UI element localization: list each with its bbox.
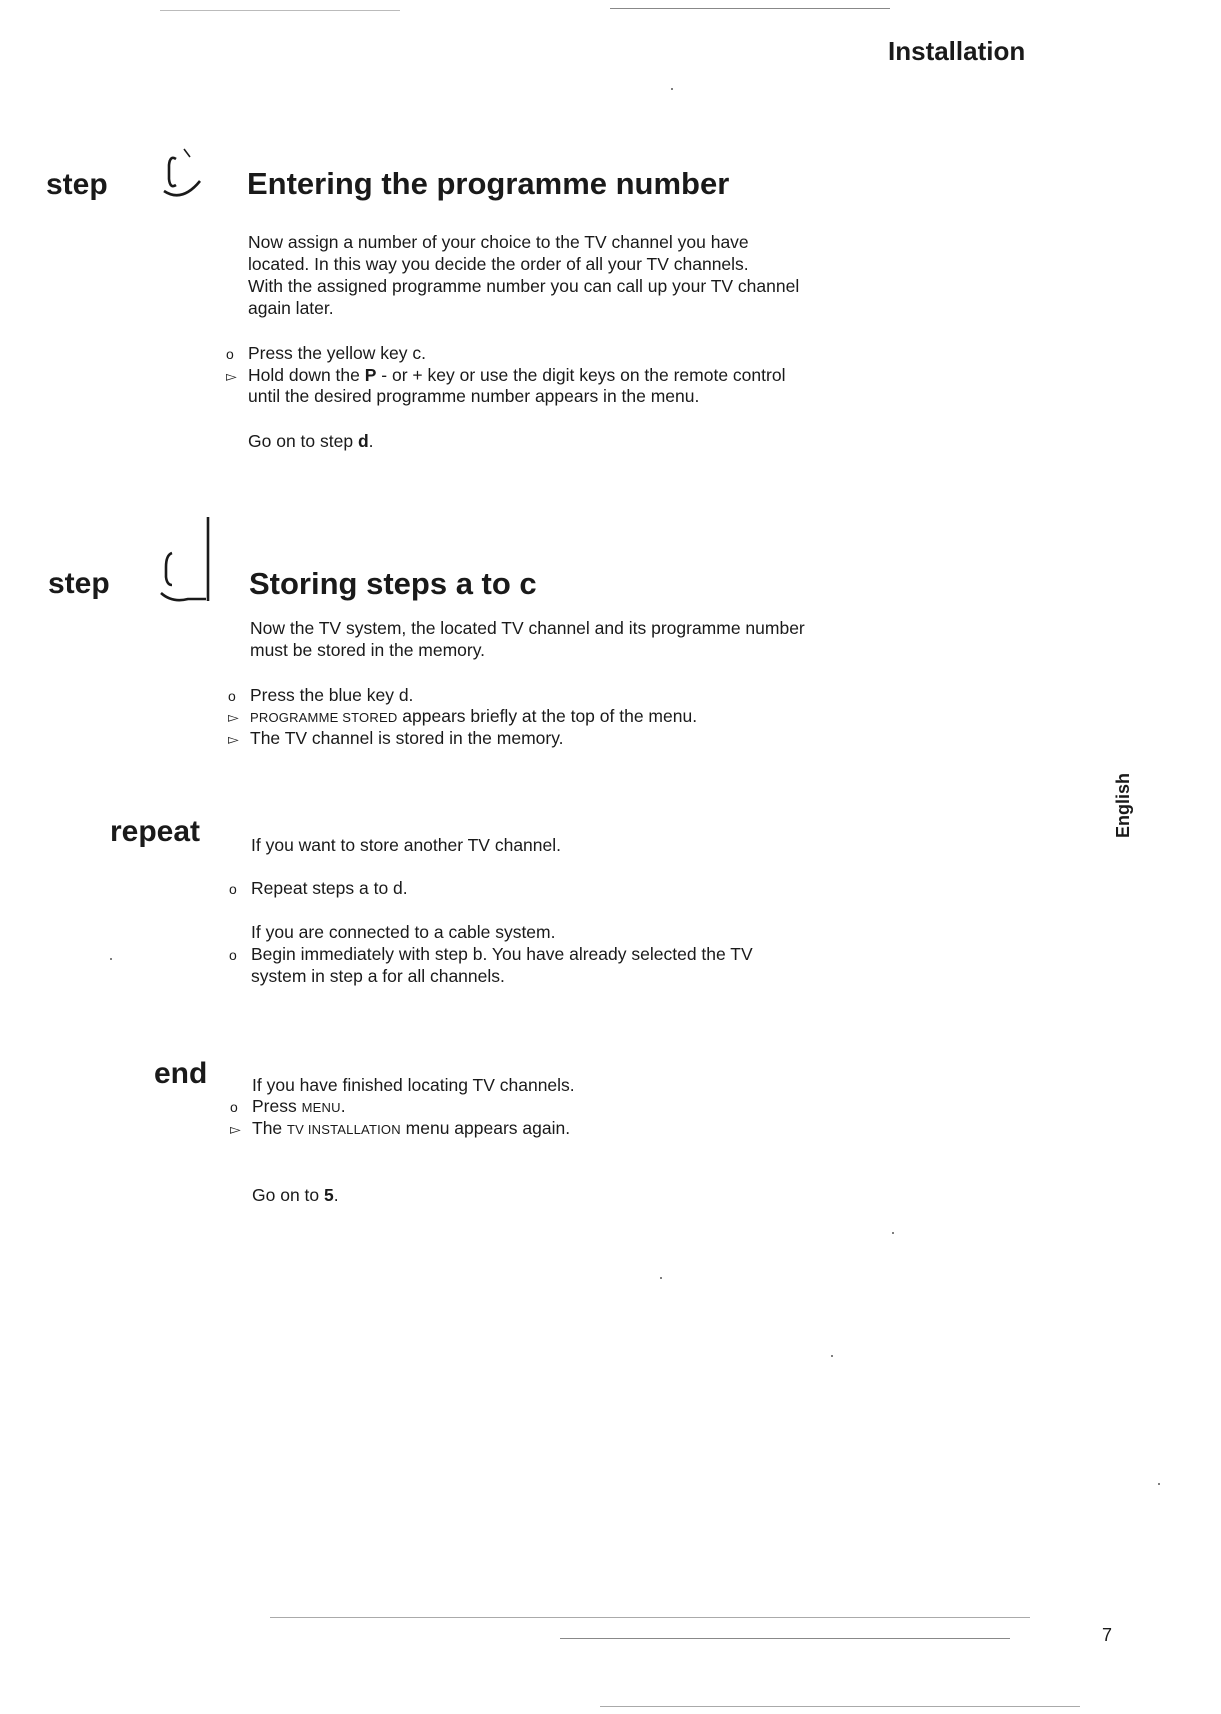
step-c-intro-line: again later. bbox=[248, 298, 334, 318]
step-c-bullet-1 bbox=[226, 342, 426, 365]
circle-bullet-icon: o bbox=[228, 688, 236, 704]
step-c-bullet-2-pre: Hold down the bbox=[248, 365, 365, 385]
step-d-bullet-1-text: Press the blue key d. bbox=[250, 685, 414, 705]
circle-bullet-icon: o bbox=[229, 947, 237, 963]
repeat-intro: If you want to store another TV channel. bbox=[251, 835, 562, 855]
step-c-bullet-2 bbox=[226, 364, 785, 387]
scan-dot bbox=[831, 1355, 833, 1357]
step-c-intro-line: located. In this way you decide the order of all your TV channels. bbox=[248, 254, 749, 274]
end-goon-post: . bbox=[333, 1185, 339, 1205]
step-c-bullet-1-text: Press the yellow key c. bbox=[248, 343, 426, 363]
repeat-bullet-1-text: Repeat steps a to d. bbox=[251, 878, 408, 898]
end-bullet-2-post: menu appears again. bbox=[400, 1118, 571, 1138]
step-c-keyword: step bbox=[46, 168, 108, 201]
step-c-intro-line: Now assign a number of your choice to the TV channel you have bbox=[248, 232, 749, 252]
step-d-bullet-2 bbox=[228, 705, 697, 729]
step-c-goon bbox=[248, 430, 374, 452]
end-bullet-1-pre: Press bbox=[252, 1096, 302, 1116]
step-d-intro-line: must be stored in the memory. bbox=[250, 640, 486, 660]
section-title: Installation bbox=[888, 36, 1026, 66]
step-d-bullet-3 bbox=[228, 727, 564, 750]
triangle-bullet-icon: ▻ bbox=[228, 731, 239, 747]
triangle-bullet-icon: ▻ bbox=[226, 368, 237, 384]
step-d-glyph-icon bbox=[158, 515, 218, 607]
step-d-title: Storing steps a to c bbox=[249, 566, 537, 601]
step-c-bullet-2-cont: until the desired programme number appears in the menu. bbox=[248, 386, 700, 406]
step-d-bullet-2-post: appears briefly at the top of the menu. bbox=[397, 706, 698, 726]
repeat-note: If you are connected to a cable system. bbox=[251, 922, 556, 942]
scan-artifact-footer bbox=[600, 1706, 1080, 1707]
step-d-bullet-3-text: The TV channel is stored in the memory. bbox=[250, 728, 564, 748]
end-goon bbox=[252, 1184, 339, 1206]
repeat-keyword: repeat bbox=[110, 815, 201, 848]
end-keyword: end bbox=[154, 1057, 208, 1090]
step-c-intro bbox=[248, 231, 799, 319]
step-d-keyword: step bbox=[48, 567, 110, 600]
scan-artifact-bottom bbox=[270, 1617, 1030, 1618]
circle-bullet-icon: o bbox=[226, 346, 234, 362]
end-bullet-1 bbox=[230, 1095, 346, 1119]
menu-key-label: MENU bbox=[301, 1100, 341, 1115]
tv-installation-label: TV INSTALLATION bbox=[287, 1122, 401, 1137]
scan-artifact-top bbox=[160, 10, 400, 11]
end-goon-key: 5 bbox=[324, 1185, 334, 1205]
step-c-intro-line: With the assigned programme number you can call up your TV channel bbox=[248, 276, 800, 296]
end-bullet-2 bbox=[230, 1117, 570, 1141]
repeat-bullet-2-text: Begin immediately with step b. You have already selected the TV bbox=[251, 944, 753, 964]
scan-dot bbox=[1158, 1483, 1160, 1485]
step-c-bullet-2-post: - or + key or use the digit keys on the remote control bbox=[376, 365, 786, 385]
repeat-bullet-2 bbox=[229, 943, 753, 966]
page-number: 7 bbox=[1102, 1625, 1113, 1645]
language-tab bbox=[1113, 772, 1173, 918]
end-goon-pre: Go on to bbox=[252, 1185, 324, 1205]
scan-artifact-top-right bbox=[610, 8, 890, 9]
step-c-title: Entering the programme number bbox=[247, 166, 730, 201]
scan-dot bbox=[110, 958, 112, 960]
step-c-goon-pre: Go on to step bbox=[248, 431, 358, 451]
step-c-bullet-2-key: P bbox=[364, 365, 377, 385]
scan-dot bbox=[671, 88, 673, 90]
circle-bullet-icon: o bbox=[229, 881, 237, 897]
scan-dot bbox=[892, 1232, 894, 1234]
step-d-bullet-1 bbox=[228, 684, 413, 707]
end-bullet-1-post: . bbox=[340, 1096, 346, 1116]
programme-stored-label: PROGRAMME STORED bbox=[250, 710, 398, 725]
step-d-intro-line: Now the TV system, the located TV channel and its programme number bbox=[250, 618, 805, 638]
language-tab-label: English bbox=[1113, 772, 1133, 838]
scan-dot bbox=[660, 1277, 662, 1279]
triangle-bullet-icon: ▻ bbox=[228, 709, 239, 725]
repeat-bullet-2-cont: system in step a for all channels. bbox=[251, 966, 505, 986]
step-d-intro bbox=[250, 617, 805, 661]
circle-bullet-icon: o bbox=[230, 1099, 238, 1115]
scan-artifact-bottom-2 bbox=[560, 1638, 1010, 1639]
step-c-goon-key: d bbox=[357, 431, 369, 451]
repeat-bullet-1 bbox=[229, 877, 408, 900]
step-c-glyph-icon bbox=[160, 145, 210, 205]
step-c-goon-post: . bbox=[368, 431, 374, 451]
triangle-bullet-icon: ▻ bbox=[230, 1121, 241, 1137]
end-intro: If you have finished locating TV channels. bbox=[252, 1075, 575, 1095]
end-bullet-2-pre: The bbox=[252, 1118, 288, 1138]
